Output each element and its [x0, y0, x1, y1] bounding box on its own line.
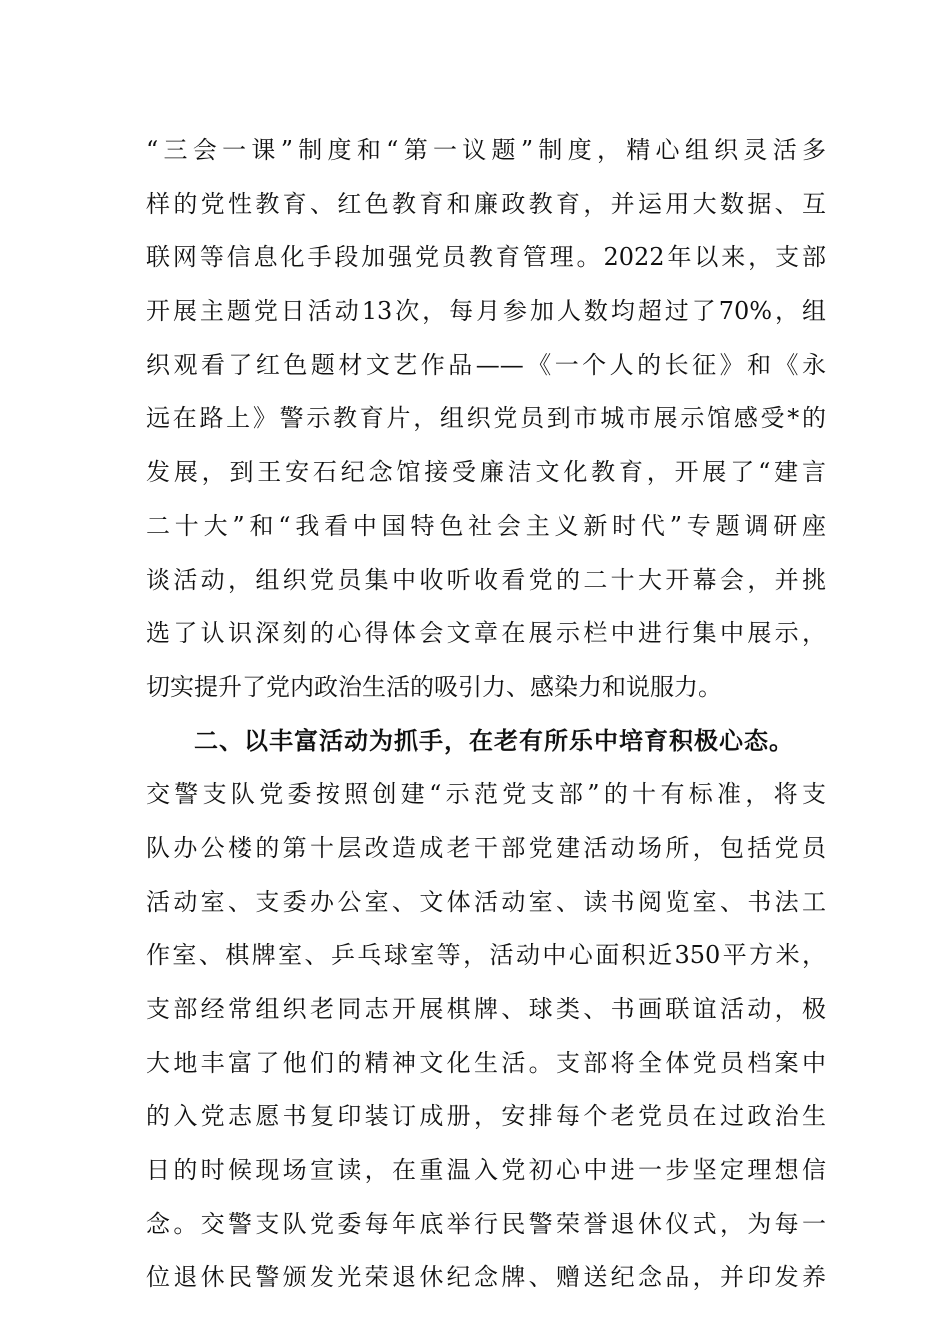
paragraph-1-line: 开展主题党日活动13次，每月参加人数均超过了70%，组: [146, 297, 826, 326]
document-body: [146, 124, 826, 1305]
paragraph-1-line: 谈活动，组织党员集中收听收看党的二十大开幕会，并挑: [146, 565, 826, 594]
paragraph-2-line: 作室、棋牌室、乒乓球室等，活动中心面积近350平方米，: [146, 941, 826, 970]
paragraph-1-line: 切实提升了党内政治生活的吸引力、感染力和说服力。: [146, 672, 722, 701]
paragraph-2-line: 支部经常组织老同志开展棋牌、球类、书画联谊活动，极: [146, 995, 826, 1023]
paragraph-2-line: 大地丰富了他们的精神文化生活。支部将全体党员档案中: [146, 1048, 826, 1077]
paragraph-1-line: “三会一课”制度和“第一议题”制度，精心组织灵活多: [146, 136, 826, 164]
paragraph-2-line: 日的时候现场宣读，在重温入党初心中进一步坚定理想信: [146, 1156, 826, 1185]
paragraph-1-line: 联网等信息化手段加强党员教育管理。2022年以来，支部: [146, 243, 826, 272]
paragraph-2-line: 活动室、支委办公室、文体活动室、读书阅览室、书法工: [146, 887, 826, 916]
section-heading: 二、以丰富活动为抓手，在老有所乐中培育积极心态。: [194, 726, 794, 755]
paragraph-2-line: 交警支队党委按照创建“示范党支部”的十有标准，将支: [146, 780, 826, 809]
paragraph-1-line: 样的党性教育、红色教育和廉政教育，并运用大数据、互: [146, 189, 826, 218]
paragraph-2-line: 队办公楼的第十层改造成老干部党建活动场所，包括党员: [146, 833, 826, 862]
paragraph-1-line: 选了认识深刻的心得体会文章在展示栏中进行集中展示，: [146, 619, 826, 648]
paragraph-1-line: 二十大”和“我看中国特色社会主义新时代”专题调研座: [146, 511, 826, 540]
paragraph-1-line: 织观看了红色题材文艺作品——《一个人的长征》和《永: [146, 350, 826, 379]
paragraph-1-line: 发展，到王安石纪念馆接受廉洁文化教育，开展了“建言: [146, 458, 826, 487]
paragraph-1-line: 远在路上》警示教育片，组织党员到市城市展示馆感受*的: [146, 404, 826, 433]
paragraph-2-line: 的入党志愿书复印装订成册，安排每个老党员在过政治生: [146, 1102, 826, 1131]
paragraph-2-line: 念。交警支队党委每年底举行民警荣誉退休仪式，为每一: [146, 1209, 826, 1238]
paragraph-2-line: 位退休民警颁发光荣退休纪念牌、赠送纪念品，并印发养: [146, 1263, 826, 1292]
